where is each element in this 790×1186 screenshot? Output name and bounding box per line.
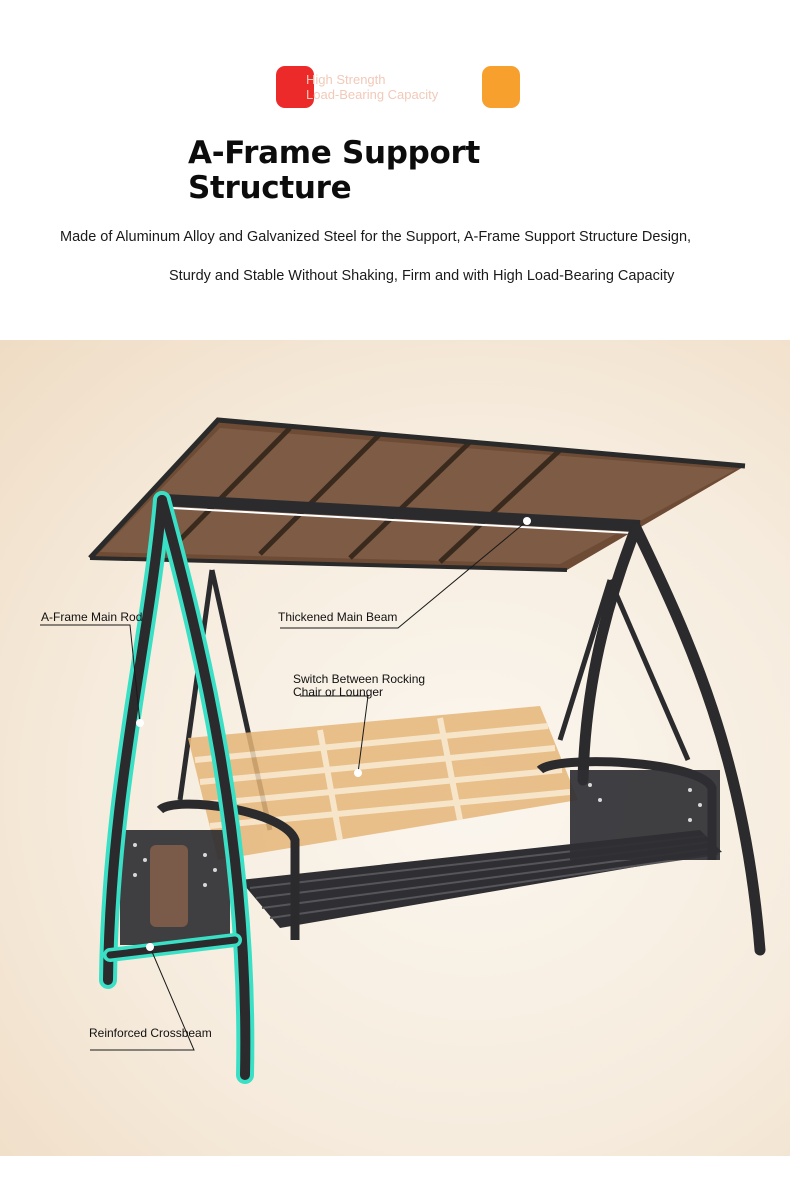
title-line-2: Structure: [188, 170, 352, 206]
badge-line-1: High Strength: [306, 72, 386, 87]
title-line-1: A-Frame Support: [188, 135, 481, 171]
left-a-frame-highlight: [108, 500, 245, 1075]
callout-crossbeam: Reinforced Crossbeam: [89, 1026, 212, 1040]
callout-switch: [293, 673, 425, 699]
callout-main-rod: A-Frame Main Rod: [41, 610, 143, 624]
callout-switch-line-2: Chair or Lounger: [293, 685, 384, 699]
callout-switch-line-1: Switch Between Rocking: [293, 672, 426, 686]
product-photo: [0, 340, 790, 1156]
description-line-2: Sturdy and Stable Without Shaking, Firm and with High Load-Bearing Capacity: [169, 268, 675, 284]
description-line-1: Made of Aluminum Alloy and Galvanized Steel for the Support, A-Frame Support Structure Design,: [60, 229, 692, 245]
feature-badge: [276, 66, 522, 108]
page-title: [188, 136, 608, 206]
right-a-frame: [583, 528, 760, 950]
badge-text: [306, 72, 438, 102]
badge-line-2: Load-Bearing Capacity: [306, 87, 439, 102]
callout-main-beam: Thickened Main Beam: [278, 610, 398, 624]
orange-badge-block: [482, 66, 520, 108]
